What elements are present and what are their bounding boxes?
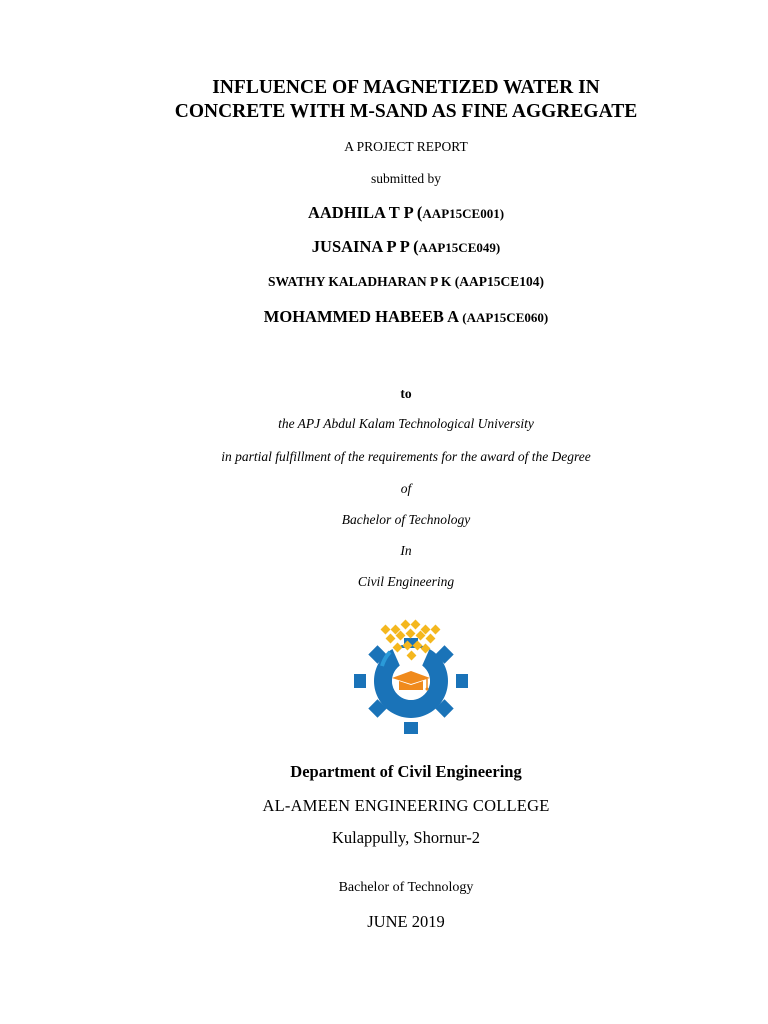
author-id: AAP15CE001) <box>422 206 505 221</box>
author-name: AADHILA T P ( <box>307 203 423 222</box>
of-label: of <box>400 481 412 496</box>
author-id: (AAP15CE060) <box>462 310 549 325</box>
branch-name: Civil Engineering <box>357 574 455 589</box>
submitted-by-label: submitted by <box>370 171 442 186</box>
degree-footer: Bachelor of Technology <box>338 880 474 895</box>
author-name: SWATHY KALADHARAN P K ( <box>267 274 460 289</box>
degree-name: Bachelor of Technology <box>341 512 471 527</box>
department-name: Department of Civil Engineering <box>290 762 522 781</box>
college-location: Kulappully, Shornur-2 <box>331 828 480 847</box>
fulfillment-statement: in partial fulfillment of the requirements for the award of the Degree <box>221 449 591 464</box>
report-title-line-1: INFLUENCE OF MAGNETIZED WATER IN <box>212 77 600 98</box>
university-name: the APJ Abdul Kalam Technological University <box>278 416 534 431</box>
college-name: AL-AMEEN ENGINEERING COLLEGE <box>262 796 550 815</box>
author-3 <box>0 274 768 290</box>
author-1 <box>0 203 768 223</box>
author-name: MOHAMMED HABEEB A <box>263 307 463 326</box>
report-type: A PROJECT REPORT <box>344 139 468 154</box>
author-id: AAP15CE049) <box>418 240 501 255</box>
college-emblem-icon <box>352 618 470 736</box>
in-label: In <box>400 543 412 558</box>
report-title-line-2: CONCRETE WITH M-SAND AS FINE AGGREGATE <box>174 101 638 122</box>
author-4 <box>0 307 768 327</box>
author-name: JUSAINA P P ( <box>311 237 419 256</box>
submission-date: JUNE 2019 <box>367 912 445 931</box>
author-id: AAP15CE104) <box>459 274 544 289</box>
author-2 <box>0 237 768 257</box>
to-label: to <box>400 386 412 401</box>
